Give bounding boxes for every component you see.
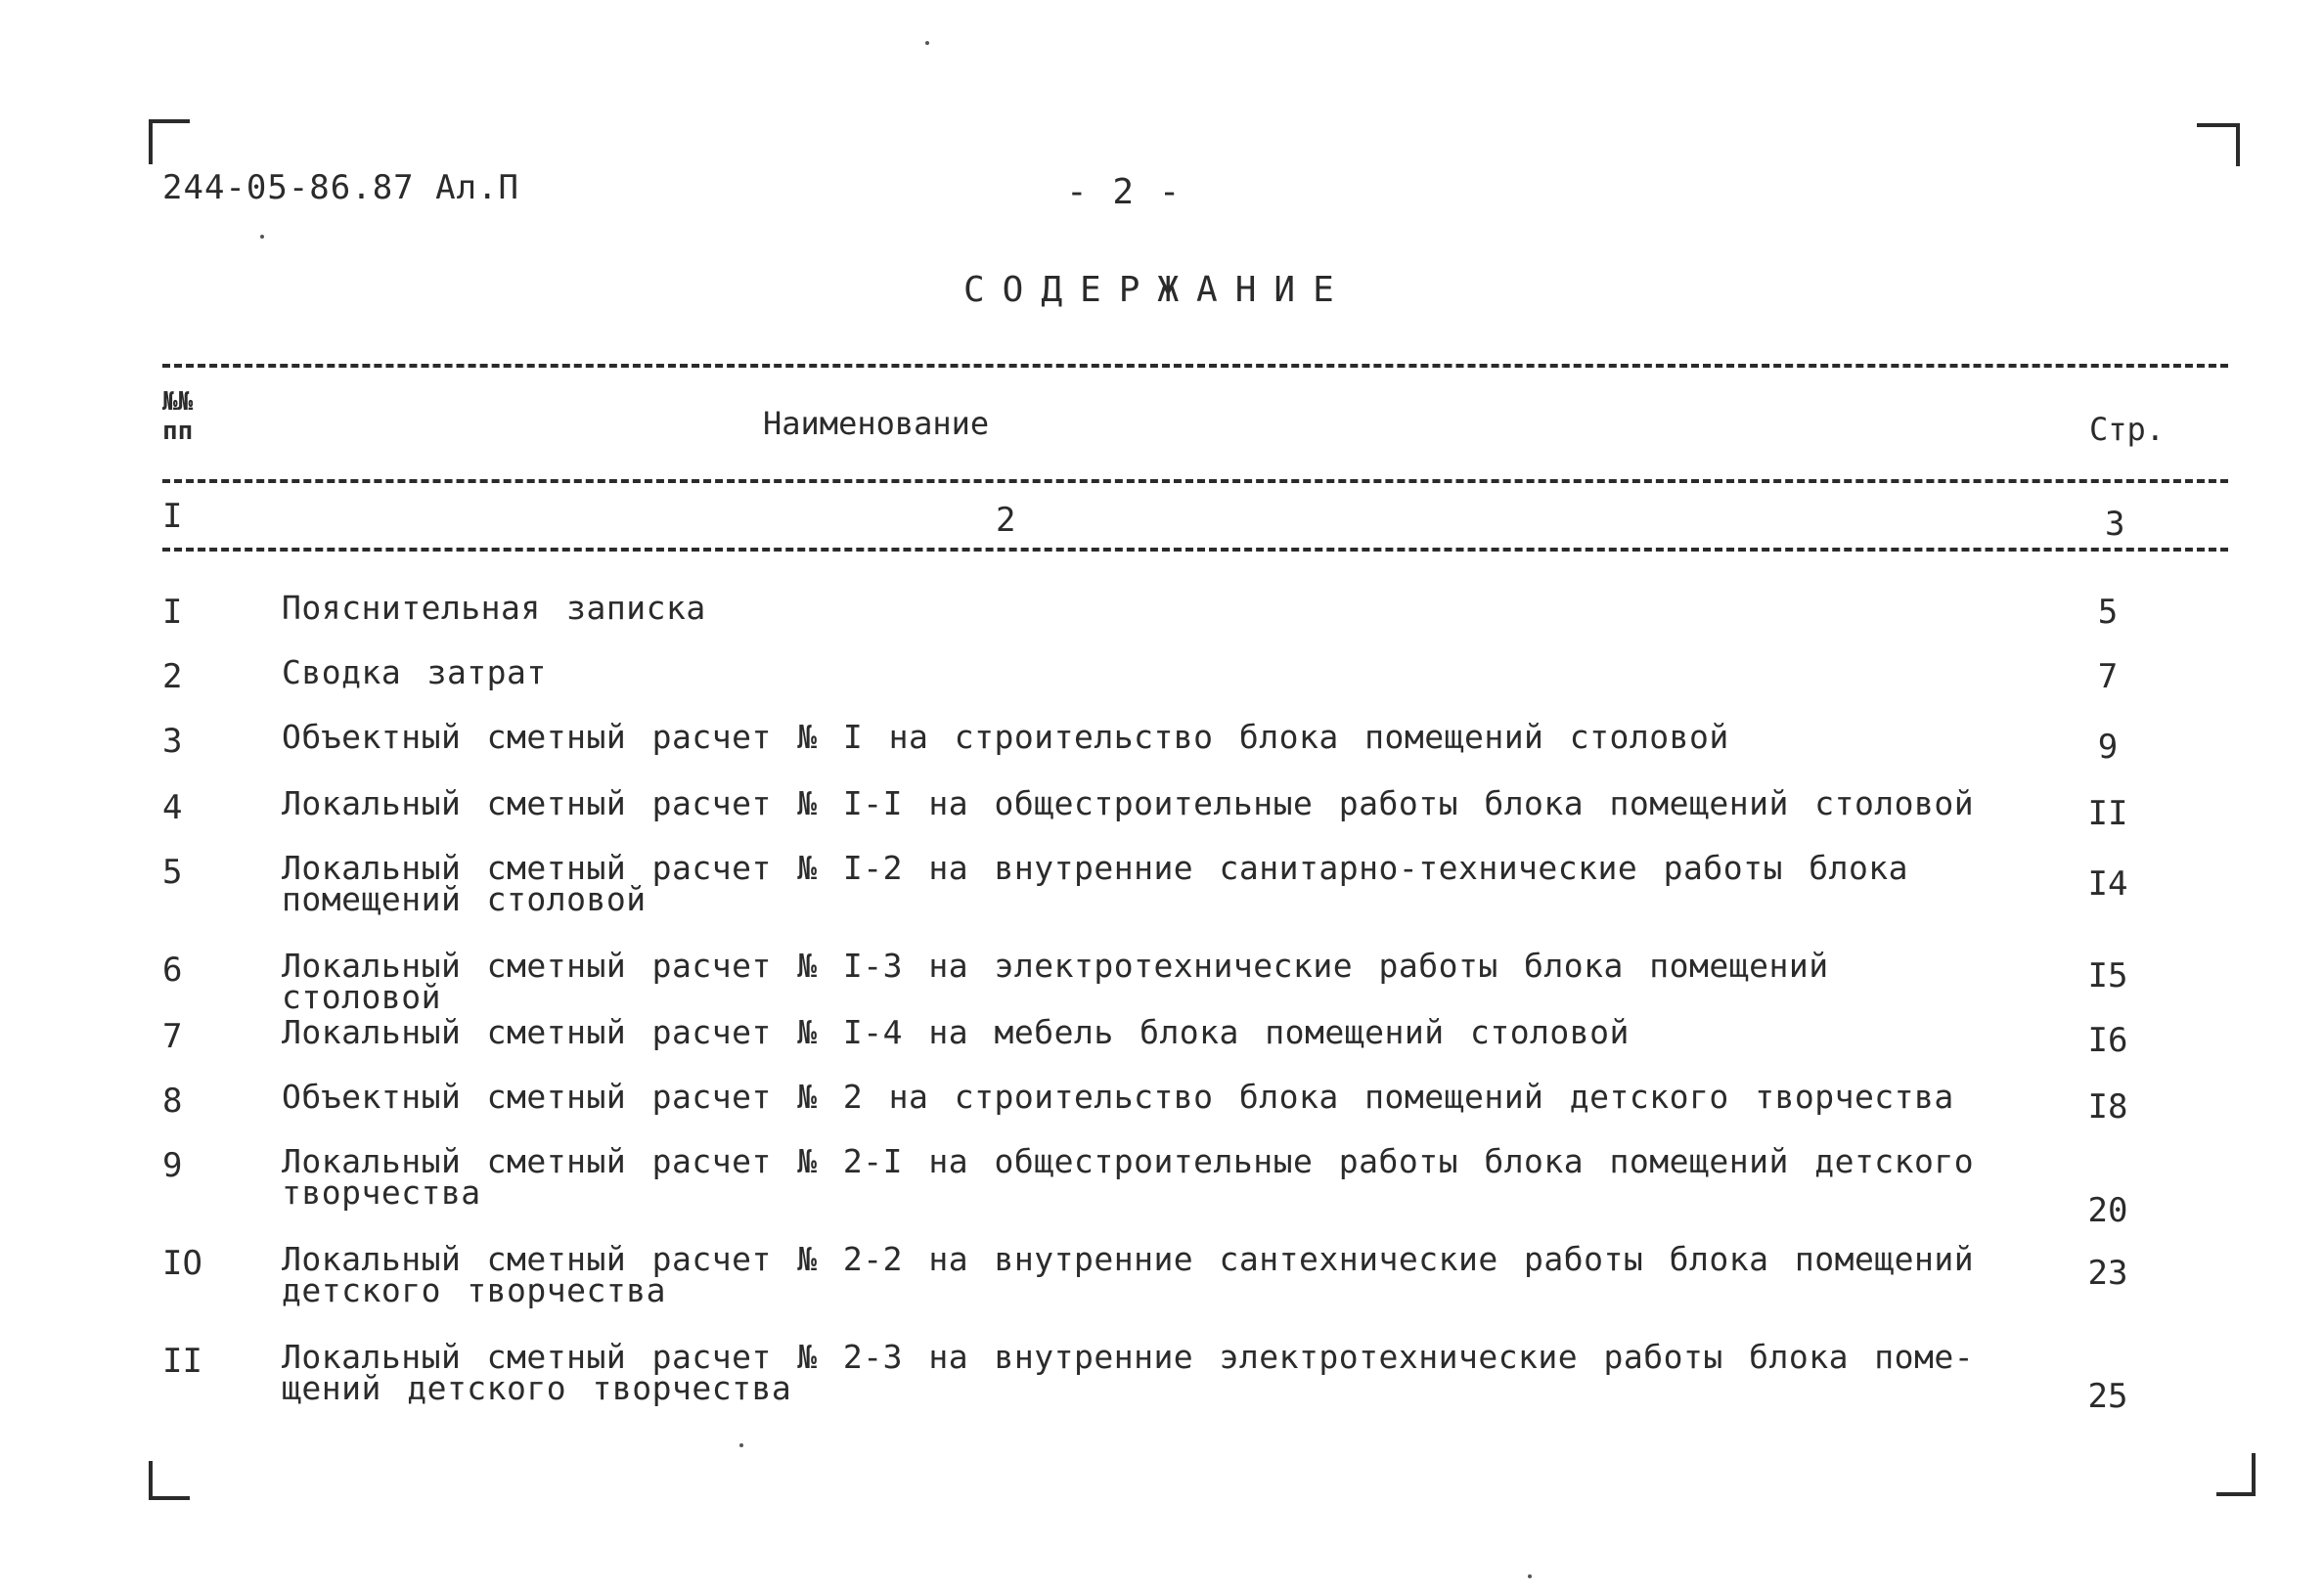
toc-row-page: 5	[2097, 593, 2119, 632]
scan-speck	[1528, 1574, 1532, 1578]
toc-row-page: II	[2087, 794, 2128, 833]
toc-row-page: 9	[2097, 728, 2119, 767]
column-index-1: I	[162, 497, 183, 536]
page-title: СОДЕРЖАНИЕ	[963, 270, 1352, 310]
scan-speck	[260, 235, 264, 239]
toc-row-page: I5	[2087, 956, 2128, 995]
toc-row-title: Локальный сметный расчет № 2-3 на внутренние электротехнические работы блока поме- щений детского творчества	[282, 1338, 1975, 1407]
toc-row-number: 6	[162, 951, 183, 990]
toc-row-title: Объектный сметный расчет № I на строительство блока помещений столовой	[282, 718, 1729, 756]
toc-row-title: Локальный сметный расчет № I-4 на мебель блока помещений столовой	[282, 1013, 1630, 1051]
crop-mark-bottom-left	[149, 1461, 190, 1500]
scan-speck	[739, 1443, 743, 1447]
toc-row-page: 7	[2097, 657, 2119, 696]
column-header-number: №№ пп	[162, 387, 194, 446]
index-divider-rule	[162, 548, 2228, 552]
toc-row-page: I4	[2087, 864, 2128, 904]
toc-row-page: I8	[2087, 1087, 2128, 1127]
table-top-rule	[162, 364, 2228, 368]
toc-row-title: Объектный сметный расчет № 2 на строительство блока помещений детского творчества	[282, 1078, 1954, 1116]
column-index-3: 3	[2105, 505, 2125, 544]
toc-row-number: 8	[162, 1082, 183, 1121]
header-divider-rule	[162, 479, 2228, 483]
document-code: 244-05-86.87 Ал.П	[162, 168, 519, 207]
toc-row-title: Локальный сметный расчет № I-2 на внутренние санитарно-технические работы блока помещений столовой	[282, 849, 1909, 918]
toc-row-title: Сводка затрат	[282, 653, 547, 691]
toc-row-number: II	[162, 1342, 202, 1381]
page-number: - 2 -	[1066, 172, 1183, 212]
toc-row-number: I	[162, 593, 183, 632]
toc-row-number: IO	[162, 1244, 202, 1283]
toc-row-number: 4	[162, 788, 183, 827]
column-index-2: 2	[996, 501, 1016, 540]
toc-row-page: 20	[2087, 1191, 2128, 1230]
column-header-page: Стр.	[2089, 411, 2166, 448]
toc-row-number: 5	[162, 853, 183, 892]
toc-row-number: 3	[162, 722, 183, 761]
scan-speck	[925, 41, 929, 45]
crop-mark-top-left	[149, 119, 190, 164]
toc-row-number: 9	[162, 1146, 183, 1185]
toc-row-page: 25	[2087, 1377, 2128, 1416]
toc-row-title: Локальный сметный расчет № 2-I на общестроительные работы блока помещений детского творчества	[282, 1142, 1975, 1212]
crop-mark-bottom-right	[2216, 1453, 2256, 1496]
toc-row-number: 7	[162, 1017, 183, 1056]
toc-row-page: I6	[2087, 1021, 2128, 1060]
toc-row-number: 2	[162, 657, 183, 696]
toc-row-title: Локальный сметный расчет № I-3 на электротехнические работы блока помещений столовой	[282, 947, 1829, 1016]
toc-row-title: Локальный сметный расчет № 2-2 на внутренние сантехнические работы блока помещений детского творчества	[282, 1240, 1975, 1309]
toc-row-page: 23	[2087, 1254, 2128, 1293]
crop-mark-top-right	[2197, 123, 2240, 166]
toc-row-title: Пояснительная записка	[282, 589, 706, 627]
column-header-name: Наименование	[763, 405, 990, 442]
toc-row-title: Локальный сметный расчет № I-I на общестроительные работы блока помещений столовой	[282, 784, 1975, 822]
